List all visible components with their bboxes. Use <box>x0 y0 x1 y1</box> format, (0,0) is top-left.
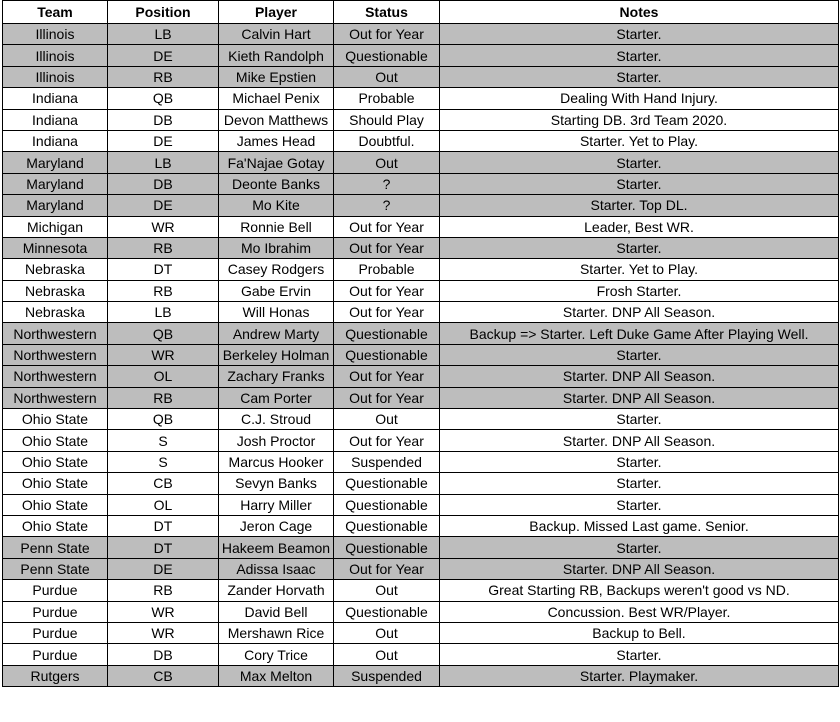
position-cell[interactable]: RB <box>108 387 219 408</box>
player-cell[interactable]: Marcus Hooker <box>219 451 334 472</box>
column-header-notes[interactable]: Notes <box>440 1 839 24</box>
position-cell[interactable]: CB <box>108 665 219 686</box>
team-cell[interactable]: Purdue <box>3 644 108 665</box>
notes-cell[interactable]: Starter. DNP All Season. <box>440 366 839 387</box>
player-cell[interactable]: Mo Ibrahim <box>219 237 334 258</box>
table-row <box>3 45 839 66</box>
player-cell[interactable]: Cam Porter <box>219 387 334 408</box>
status-cell[interactable]: Questionable <box>334 515 440 536</box>
status-cell[interactable]: Out for Year <box>334 237 440 258</box>
player-cell[interactable]: C.J. Stroud <box>219 409 334 430</box>
notes-cell[interactable]: Starter. <box>440 537 839 558</box>
column-header-team[interactable]: Team <box>3 1 108 24</box>
table-row <box>3 216 839 237</box>
table-row <box>3 601 839 622</box>
status-cell[interactable]: Out for Year <box>334 302 440 323</box>
table-row <box>3 558 839 579</box>
column-header-player[interactable]: Player <box>219 1 334 24</box>
player-cell[interactable]: Casey Rodgers <box>219 259 334 280</box>
status-cell[interactable]: Probable <box>334 88 440 109</box>
status-cell[interactable]: Out for Year <box>334 24 440 45</box>
status-cell[interactable]: ? <box>334 173 440 194</box>
team-cell[interactable]: Northwestern <box>3 323 108 344</box>
position-cell[interactable]: QB <box>108 409 219 430</box>
player-cell[interactable]: Devon Matthews <box>219 109 334 130</box>
notes-cell[interactable]: Frosh Starter. <box>440 280 839 301</box>
position-cell[interactable]: DE <box>108 558 219 579</box>
team-cell[interactable]: Ohio State <box>3 430 108 451</box>
notes-cell[interactable]: Starter. Top DL. <box>440 195 839 216</box>
position-cell[interactable]: DT <box>108 537 219 558</box>
column-header-position[interactable]: Position <box>108 1 219 24</box>
table-row <box>3 451 839 472</box>
position-cell[interactable]: WR <box>108 601 219 622</box>
player-cell[interactable]: Deonte Banks <box>219 173 334 194</box>
position-cell[interactable]: WR <box>108 344 219 365</box>
position-cell[interactable]: CB <box>108 473 219 494</box>
player-cell[interactable]: Zander Horvath <box>219 580 334 601</box>
status-cell[interactable]: Should Play <box>334 109 440 130</box>
team-cell[interactable]: Nebraska <box>3 259 108 280</box>
table-row <box>3 494 839 515</box>
table-row <box>3 665 839 686</box>
table-row <box>3 66 839 87</box>
player-cell[interactable]: Calvin Hart <box>219 24 334 45</box>
player-cell[interactable]: Michael Penix <box>219 88 334 109</box>
team-cell[interactable]: Purdue <box>3 580 108 601</box>
notes-cell[interactable]: Backup => Starter. Left Duke Game After Playing Well. <box>440 323 839 344</box>
position-cell[interactable]: DE <box>108 195 219 216</box>
status-cell[interactable]: Questionable <box>334 473 440 494</box>
header-row <box>3 1 839 24</box>
player-cell[interactable]: Andrew Marty <box>219 323 334 344</box>
team-cell[interactable]: Ohio State <box>3 515 108 536</box>
player-cell[interactable]: Hakeem Beamon <box>219 537 334 558</box>
status-cell[interactable]: Out <box>334 580 440 601</box>
status-cell[interactable]: ? <box>334 195 440 216</box>
table-row <box>3 173 839 194</box>
table-row <box>3 537 839 558</box>
status-cell[interactable]: Out <box>334 644 440 665</box>
table-row <box>3 280 839 301</box>
notes-cell[interactable]: Backup. Missed Last game. Senior. <box>440 515 839 536</box>
position-cell[interactable]: OL <box>108 366 219 387</box>
notes-cell[interactable]: Starter. Yet to Play. <box>440 259 839 280</box>
notes-cell[interactable]: Starter. DNP All Season. <box>440 430 839 451</box>
notes-cell[interactable]: Starter. <box>440 152 839 173</box>
notes-cell[interactable]: Starter. DNP All Season. <box>440 558 839 579</box>
team-cell[interactable]: Maryland <box>3 173 108 194</box>
player-cell[interactable]: Mo Kite <box>219 195 334 216</box>
table-row <box>3 24 839 45</box>
team-cell[interactable]: Purdue <box>3 601 108 622</box>
status-cell[interactable]: Out for Year <box>334 366 440 387</box>
position-cell[interactable]: WR <box>108 622 219 643</box>
position-cell[interactable]: OL <box>108 494 219 515</box>
notes-cell[interactable]: Starter. <box>440 45 839 66</box>
notes-cell[interactable]: Starter. DNP All Season. <box>440 302 839 323</box>
status-cell[interactable]: Out for Year <box>334 558 440 579</box>
team-cell[interactable]: Indiana <box>3 88 108 109</box>
notes-cell[interactable]: Starter. <box>440 173 839 194</box>
injury-table <box>2 0 839 687</box>
status-cell[interactable]: Out <box>334 622 440 643</box>
notes-cell[interactable]: Starter. Playmaker. <box>440 665 839 686</box>
team-cell[interactable]: Nebraska <box>3 302 108 323</box>
team-cell[interactable]: Northwestern <box>3 344 108 365</box>
position-cell[interactable]: RB <box>108 280 219 301</box>
position-cell[interactable]: DT <box>108 259 219 280</box>
position-cell[interactable]: RB <box>108 66 219 87</box>
table-row <box>3 409 839 430</box>
position-cell[interactable]: S <box>108 451 219 472</box>
player-cell[interactable]: Harry Miller <box>219 494 334 515</box>
table-row <box>3 344 839 365</box>
player-cell[interactable]: Adissa Isaac <box>219 558 334 579</box>
team-cell[interactable]: Minnesota <box>3 237 108 258</box>
position-cell[interactable]: S <box>108 430 219 451</box>
status-cell[interactable]: Questionable <box>334 601 440 622</box>
team-cell[interactable]: Ohio State <box>3 473 108 494</box>
status-cell[interactable]: Out <box>334 152 440 173</box>
team-cell[interactable]: Maryland <box>3 195 108 216</box>
team-cell[interactable]: Penn State <box>3 537 108 558</box>
table-row <box>3 515 839 536</box>
status-cell[interactable]: Questionable <box>334 323 440 344</box>
team-cell[interactable]: Illinois <box>3 66 108 87</box>
table-row <box>3 622 839 643</box>
player-cell[interactable]: Berkeley Holman <box>219 344 334 365</box>
status-cell[interactable]: Out for Year <box>334 387 440 408</box>
table-row <box>3 109 839 130</box>
status-cell[interactable]: Doubtful. <box>334 130 440 151</box>
position-cell[interactable]: LB <box>108 24 219 45</box>
team-cell[interactable]: Michigan <box>3 216 108 237</box>
notes-cell[interactable]: Great Starting RB, Backups weren't good vs ND. <box>440 580 839 601</box>
team-cell[interactable]: Indiana <box>3 130 108 151</box>
team-cell[interactable]: Maryland <box>3 152 108 173</box>
player-cell[interactable]: Kieth Randolph <box>219 45 334 66</box>
notes-cell[interactable]: Leader, Best WR. <box>440 216 839 237</box>
status-cell[interactable]: Out for Year <box>334 430 440 451</box>
team-cell[interactable]: Illinois <box>3 45 108 66</box>
position-cell[interactable]: DB <box>108 173 219 194</box>
status-cell[interactable]: Probable <box>334 259 440 280</box>
position-cell[interactable]: LB <box>108 152 219 173</box>
table-row <box>3 88 839 109</box>
position-cell[interactable]: RB <box>108 237 219 258</box>
status-cell[interactable]: Questionable <box>334 45 440 66</box>
position-cell[interactable]: QB <box>108 88 219 109</box>
team-cell[interactable]: Ohio State <box>3 451 108 472</box>
team-cell[interactable]: Northwestern <box>3 366 108 387</box>
table-row <box>3 152 839 173</box>
notes-cell[interactable]: Starter. <box>440 451 839 472</box>
status-cell[interactable]: Out for Year <box>334 216 440 237</box>
notes-cell[interactable]: Starter. <box>440 473 839 494</box>
team-cell[interactable]: Nebraska <box>3 280 108 301</box>
table-row <box>3 580 839 601</box>
player-cell[interactable]: Sevyn Banks <box>219 473 334 494</box>
notes-cell[interactable]: Starter. <box>440 644 839 665</box>
notes-cell[interactable]: Starter. <box>440 237 839 258</box>
table-row <box>3 366 839 387</box>
notes-cell[interactable]: Starter. <box>440 409 839 430</box>
position-cell[interactable]: DE <box>108 130 219 151</box>
position-cell[interactable]: LB <box>108 302 219 323</box>
player-cell[interactable]: David Bell <box>219 601 334 622</box>
notes-cell[interactable]: Starter. <box>440 494 839 515</box>
notes-cell[interactable]: Dealing With Hand Injury. <box>440 88 839 109</box>
status-cell[interactable]: Out for Year <box>334 280 440 301</box>
notes-cell[interactable]: Starter. <box>440 66 839 87</box>
player-cell[interactable]: Max Melton <box>219 665 334 686</box>
notes-cell[interactable]: Backup to Bell. <box>440 622 839 643</box>
team-cell[interactable]: Rutgers <box>3 665 108 686</box>
team-cell[interactable]: Ohio State <box>3 409 108 430</box>
player-cell[interactable]: Jeron Cage <box>219 515 334 536</box>
notes-cell[interactable]: Concussion. Best WR/Player. <box>440 601 839 622</box>
table-row <box>3 430 839 451</box>
status-cell[interactable]: Suspended <box>334 451 440 472</box>
team-cell[interactable]: Purdue <box>3 622 108 643</box>
player-cell[interactable]: Ronnie Bell <box>219 216 334 237</box>
table-row <box>3 195 839 216</box>
table-row <box>3 302 839 323</box>
player-cell[interactable]: Fa'Najae Gotay <box>219 152 334 173</box>
table-row <box>3 259 839 280</box>
position-cell[interactable]: DT <box>108 515 219 536</box>
table-row <box>3 644 839 665</box>
table-row <box>3 237 839 258</box>
team-cell[interactable]: Penn State <box>3 558 108 579</box>
notes-cell[interactable]: Starter. Yet to Play. <box>440 130 839 151</box>
notes-cell[interactable]: Starting DB. 3rd Team 2020. <box>440 109 839 130</box>
table-row <box>3 473 839 494</box>
table-row <box>3 323 839 344</box>
status-cell[interactable]: Out <box>334 66 440 87</box>
status-cell[interactable]: Questionable <box>334 494 440 515</box>
status-cell[interactable]: Questionable <box>334 344 440 365</box>
player-cell[interactable]: Josh Proctor <box>219 430 334 451</box>
position-cell[interactable]: DB <box>108 109 219 130</box>
team-cell[interactable]: Northwestern <box>3 387 108 408</box>
player-cell[interactable]: Zachary Franks <box>219 366 334 387</box>
team-cell[interactable]: Indiana <box>3 109 108 130</box>
player-cell[interactable]: James Head <box>219 130 334 151</box>
position-cell[interactable]: QB <box>108 323 219 344</box>
status-cell[interactable]: Suspended <box>334 665 440 686</box>
notes-cell[interactable]: Starter. <box>440 344 839 365</box>
column-header-status[interactable]: Status <box>334 1 440 24</box>
team-cell[interactable]: Illinois <box>3 24 108 45</box>
position-cell[interactable]: RB <box>108 580 219 601</box>
player-cell[interactable]: Cory Trice <box>219 644 334 665</box>
player-cell[interactable]: Will Honas <box>219 302 334 323</box>
table-row <box>3 387 839 408</box>
team-cell[interactable]: Ohio State <box>3 494 108 515</box>
notes-cell[interactable]: Starter. <box>440 24 839 45</box>
player-cell[interactable]: Gabe Ervin <box>219 280 334 301</box>
position-cell[interactable]: DE <box>108 45 219 66</box>
status-cell[interactable]: Out <box>334 409 440 430</box>
notes-cell[interactable]: Starter. DNP All Season. <box>440 387 839 408</box>
table-row <box>3 130 839 151</box>
position-cell[interactable]: DB <box>108 644 219 665</box>
player-cell[interactable]: Mershawn Rice <box>219 622 334 643</box>
status-cell[interactable]: Questionable <box>334 537 440 558</box>
position-cell[interactable]: WR <box>108 216 219 237</box>
player-cell[interactable]: Mike Epstien <box>219 66 334 87</box>
table-body <box>3 24 839 687</box>
